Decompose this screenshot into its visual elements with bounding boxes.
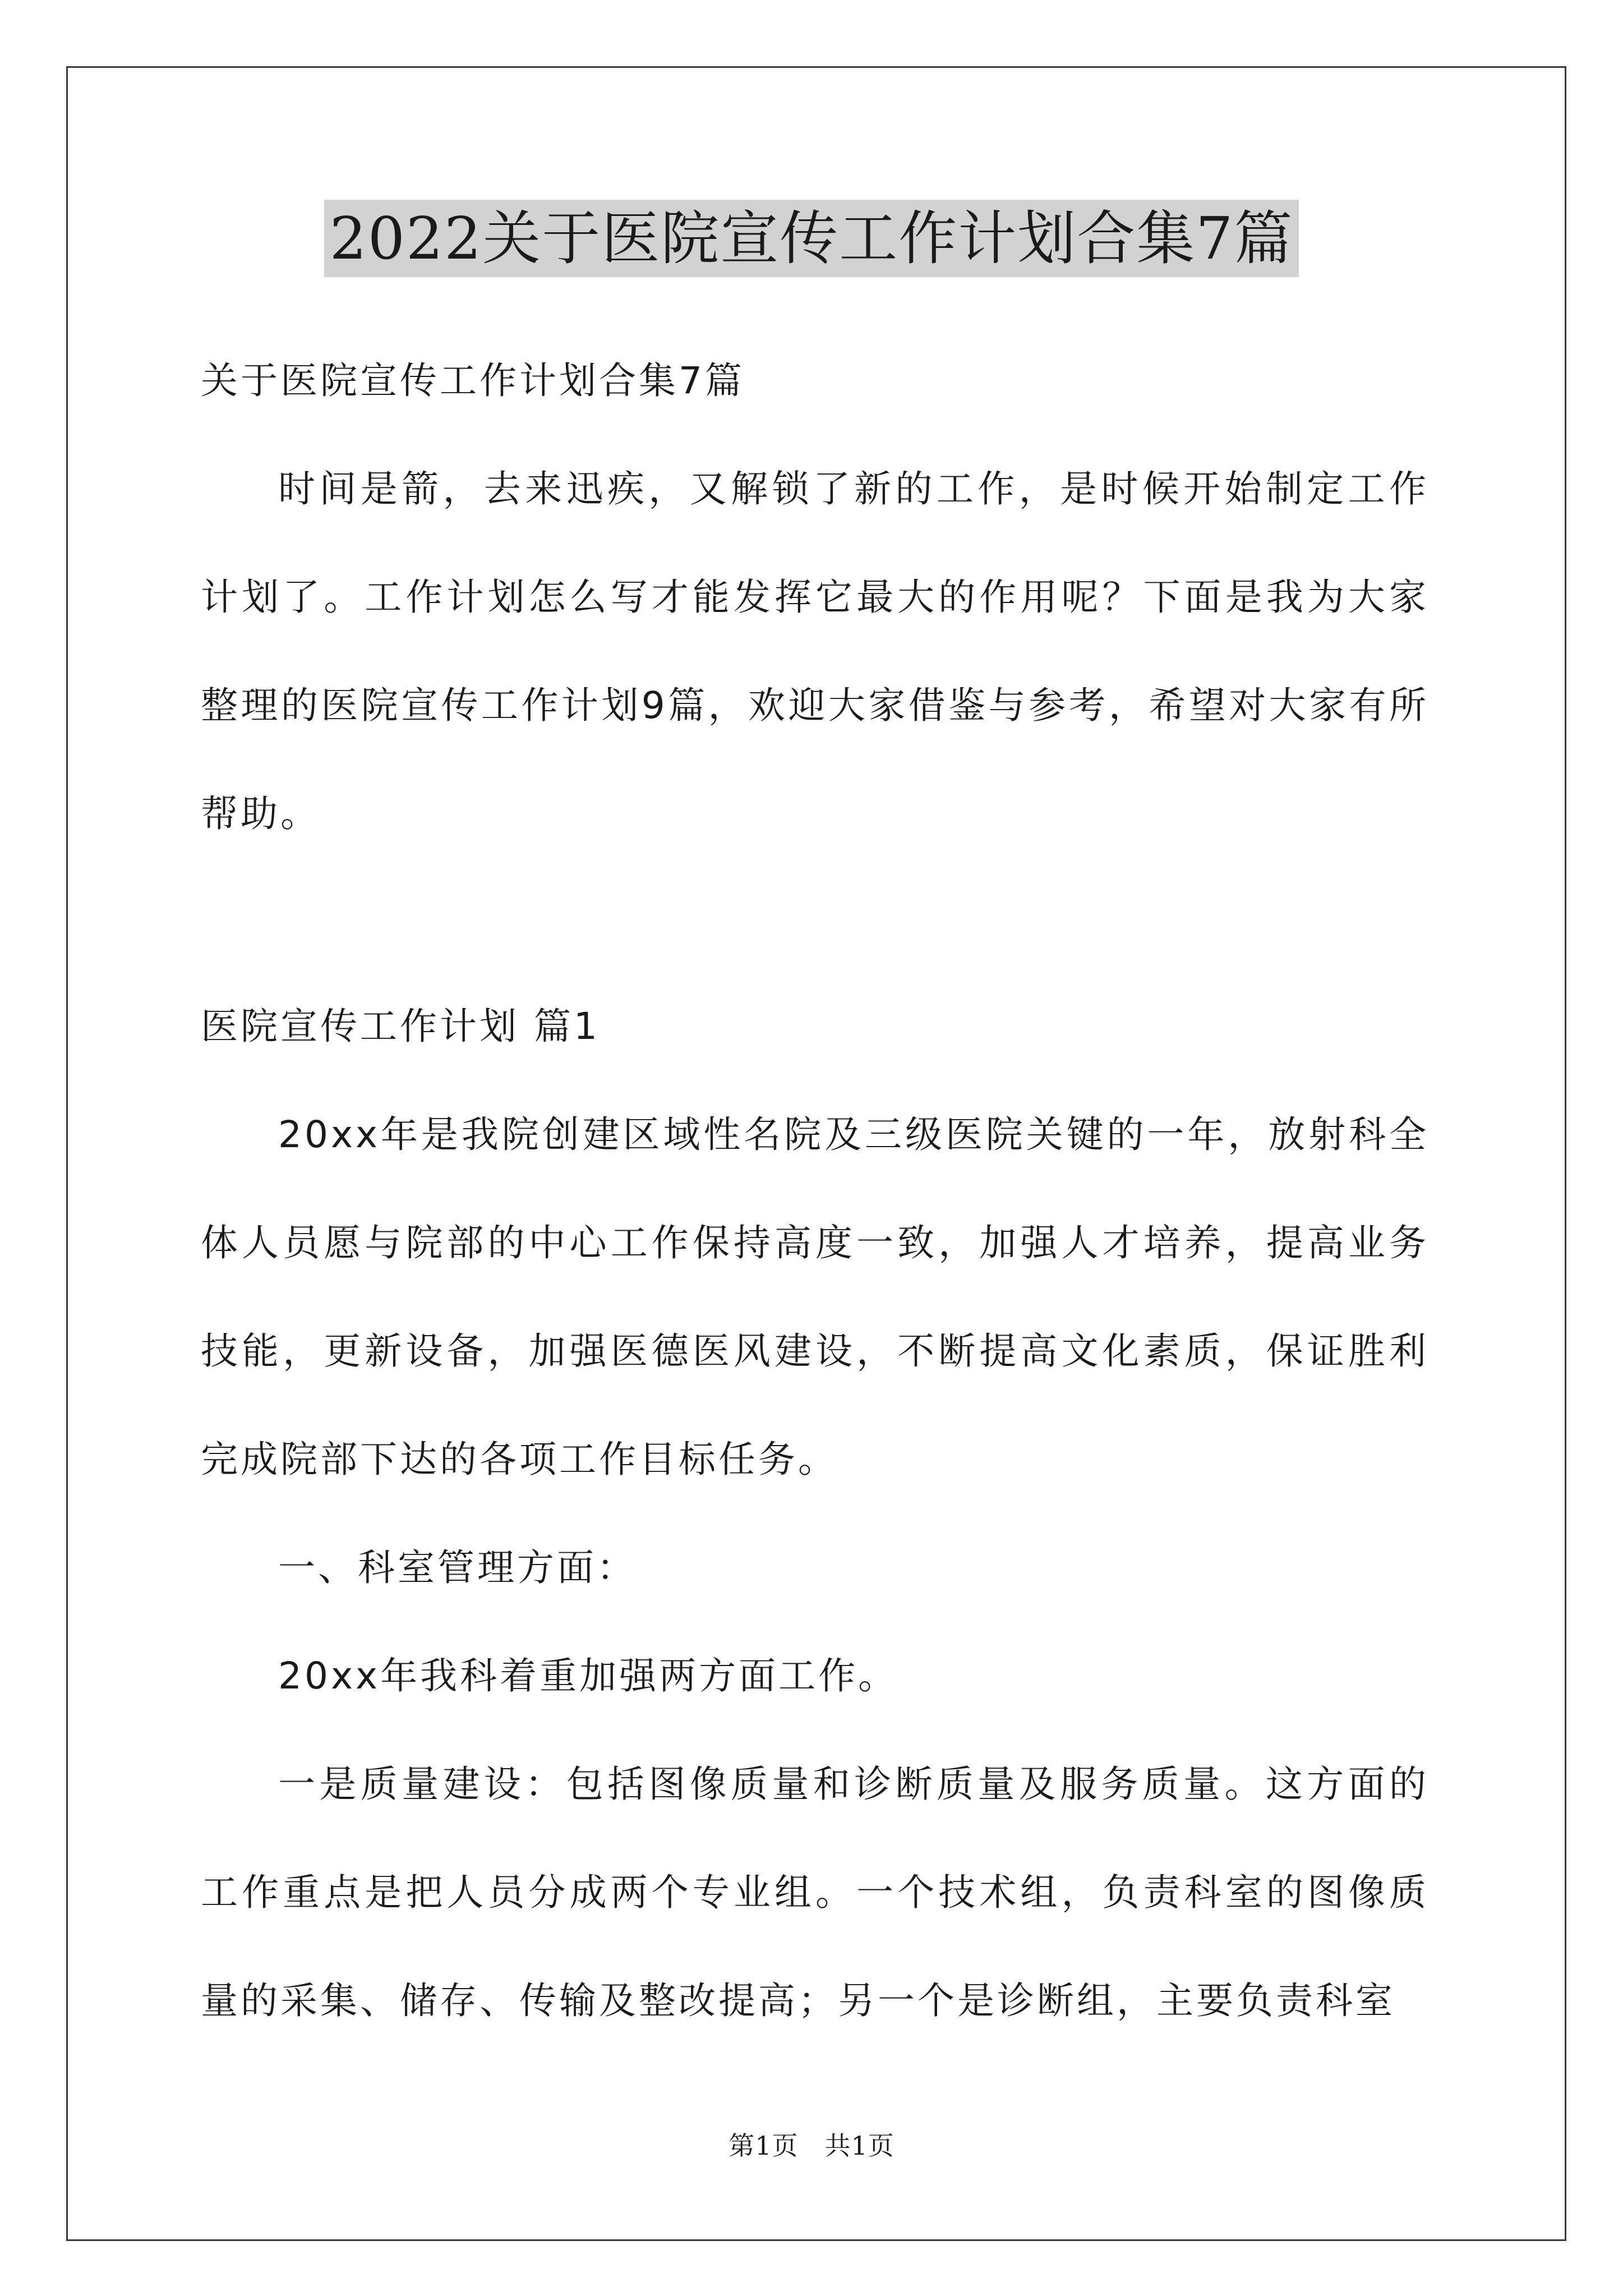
body-paragraph: 20xx年是我院创建区域性名院及三级医院关键的一年，放射科全体人员愿与院部的中心工作保持高度一致，加强人才培养，提高业务技能，更新设备，加强医德医风建设，不断提高文化素质，保证胜利完成院部下达的各项工作目标任务。 — [201, 1113, 1429, 1481]
body-paragraph: 20xx年我科着重加强两方面工作。 — [278, 1654, 898, 1697]
section-one — [201, 972, 1429, 2055]
document-title-text: 2022关于医院宣传工作计划合集7篇 — [324, 200, 1299, 277]
document-title — [0, 199, 1623, 278]
section-heading: 医院宣传工作计划 篇1 — [201, 1005, 600, 1048]
body-paragraph: 一、科室管理方面： — [278, 1546, 637, 1589]
body-paragraph: 一是质量建设：包括图像质量和诊断质量及服务质量。这方面的工作重点是把人员分成两个专业组。一个技术组，负责科室的图像质量的采集、储存、传输及整改提高；另一个是诊断组，主要负责科室 — [201, 1763, 1429, 2022]
document-subtitle: 关于医院宣传工作计划合集7篇 — [201, 359, 745, 402]
page-number-footer: 第1页 共1页 — [728, 2131, 895, 2161]
intro-paragraph: 时间是箭，去来迅疾，又解锁了新的工作，是时候开始制定工作计划了。工作计划怎么写才能发挥它最大的作用呢？下面是我为大家整理的医院宣传工作计划9篇，欢迎大家借鉴与参考，希望对大家有所帮助。 — [201, 467, 1429, 835]
intro-section — [201, 326, 1429, 868]
